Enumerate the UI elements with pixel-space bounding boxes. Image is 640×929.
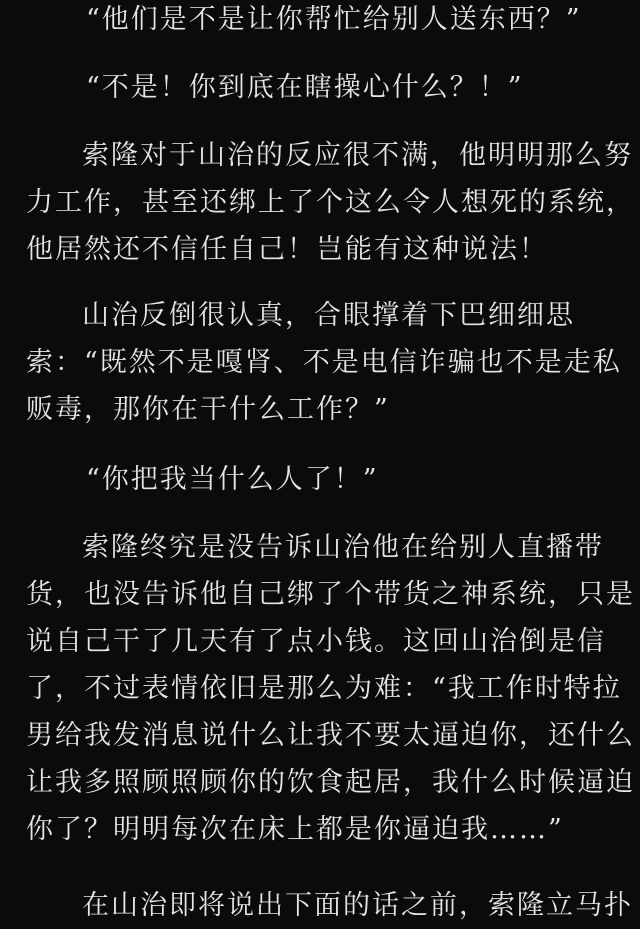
text-line: 山治反倒很认真，合眼撑着下巴细细思: [82, 300, 575, 331]
text-line: 了，不过表情依旧是那么为难：“我工作时特拉: [26, 673, 622, 704]
text-line: 他居然还不信任自己！岂能有这种说法！: [26, 234, 548, 265]
text-line: 你了？明明每次在床上都是你逼迫我……”: [26, 814, 564, 845]
paragraph-6: [26, 524, 635, 853]
text-line: “不是！你到底在瞎操心什么？！”: [86, 72, 524, 103]
text-line: 索隆对于山治的反应很不满，他明明那么努: [82, 140, 633, 171]
paragraph-5: [26, 456, 616, 503]
text-line: 贩毒，那你在干什么工作？”: [26, 394, 390, 425]
paragraph-7: [26, 882, 633, 929]
text-line: 力工作，甚至还绑上了个这么令人想死的系统，: [26, 187, 635, 218]
paragraph-4: [26, 292, 622, 433]
text-line: 说自己干了几天有了点小钱。这回山治倒是信: [26, 626, 606, 657]
text-line: “他们是不是让你帮忙给别人送东西？”: [86, 4, 582, 35]
text-line: 让我多照顾照顾你的饮食起居，我什么时候逼迫: [26, 767, 635, 798]
paragraph-2: [26, 64, 616, 111]
paragraph-3: [26, 132, 635, 273]
text-line: “你把我当什么人了！”: [86, 464, 379, 495]
text-line: 在山治即将说出下面的话之前，索隆立马扑: [82, 890, 633, 921]
text-line: 男给我发消息说什么让我不要太逼迫你，还什么: [26, 720, 635, 751]
text-line: 索：“既然不是嘎肾、不是电信诈骗也不是走私: [26, 347, 622, 378]
text-line: 索隆终究是没告诉山治他在给别人直播带: [82, 532, 604, 563]
text-line: 货，也没告诉他自己绑了个带货之神系统，只是: [26, 579, 635, 610]
paragraph-1: [26, 0, 616, 43]
